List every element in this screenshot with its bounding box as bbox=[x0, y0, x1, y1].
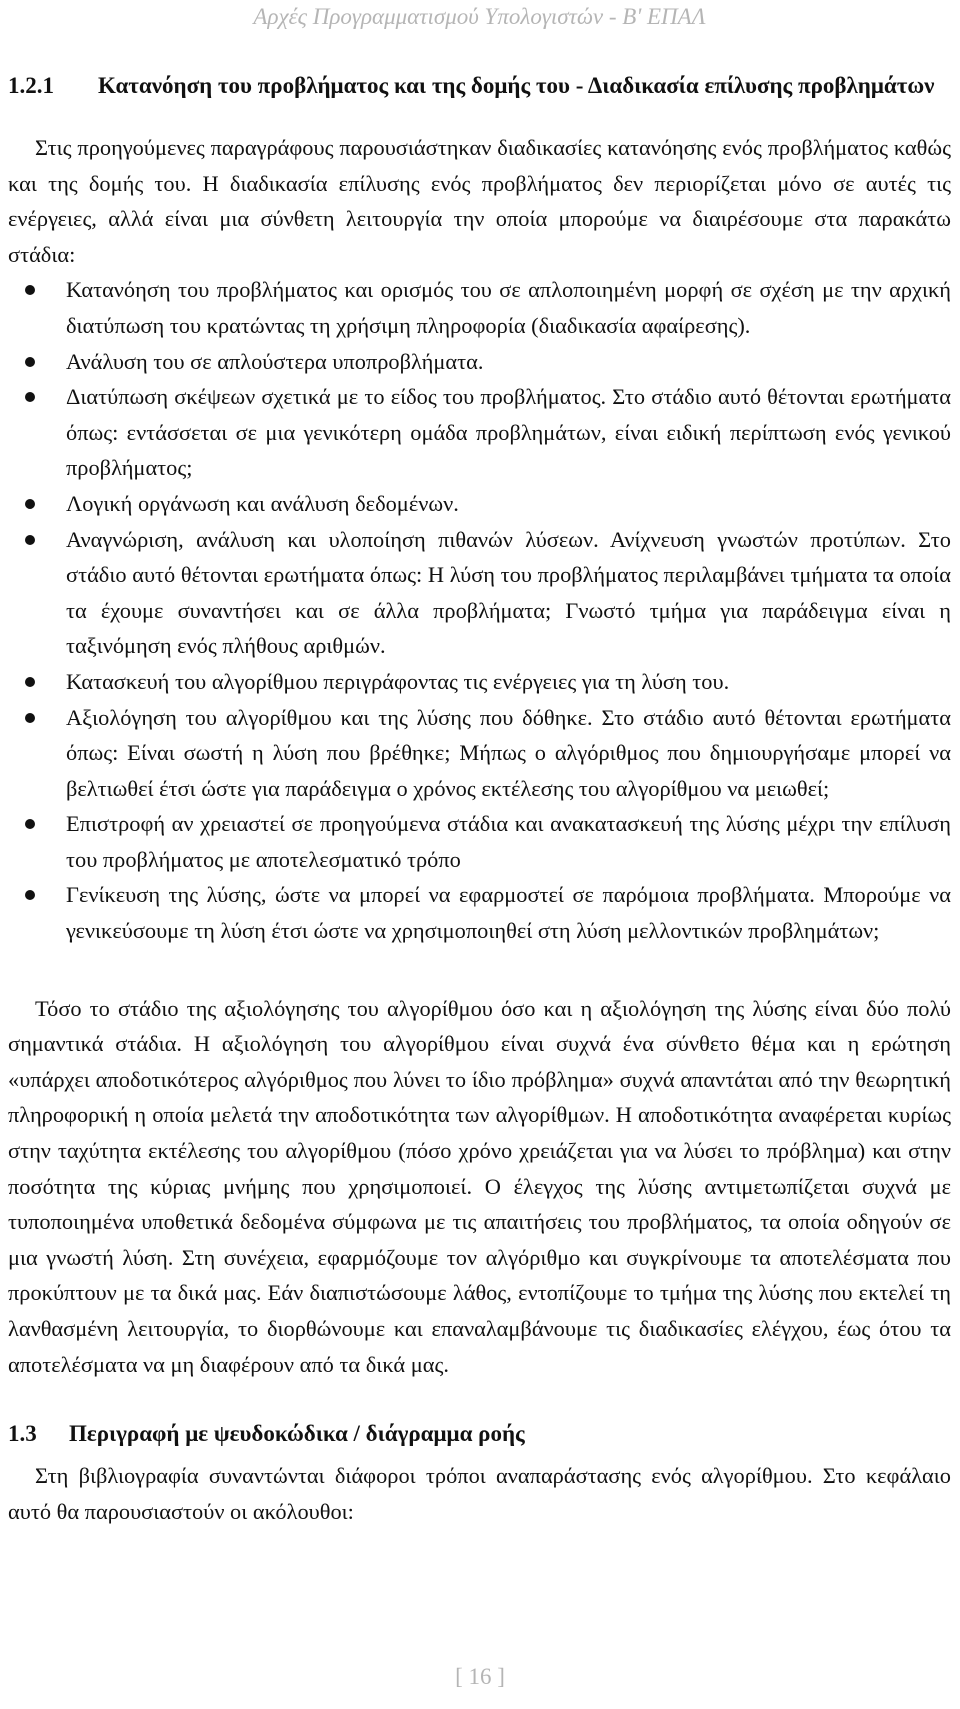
list-item bbox=[8, 664, 951, 700]
bullet-icon bbox=[25, 535, 35, 545]
bullet-icon bbox=[25, 677, 35, 687]
bullet-icon bbox=[25, 357, 35, 367]
bullet-icon bbox=[25, 499, 35, 509]
bullet-icon bbox=[25, 392, 35, 402]
list-item bbox=[8, 272, 951, 343]
section-title: Περιγραφή με ψευδοκώδικα / διάγραμμα ροής bbox=[69, 1421, 525, 1447]
bullet-icon bbox=[25, 819, 35, 829]
intro-paragraph: Στις προηγούμενες παραγράφους παρουσιάστηκαν διαδικασίες κατανόησης ενός προβλήματος καθώς και της δομής του. Η διαδικασία επίλυσης ενός προβλήματος δεν περιορίζεται μόνο σε αυτές τις ενέργειες, αλλά είναι μια σύνθετη λειτουργία την οποία μπορούμε να διαιρέσουμε στα παρακάτω στάδια: bbox=[8, 135, 951, 267]
section-1-3-intro: Στη βιβλιογραφία συναντώνται διάφοροι τρόποι αναπαράστασης ενός αλγορίθμου. Στο κεφάλαιο αυτό θα παρουσιαστούν οι ακόλουθοι: bbox=[8, 1463, 951, 1524]
spacer bbox=[8, 1382, 951, 1416]
spacer bbox=[8, 949, 951, 991]
list-item-text: Γενίκευση της λύσης, ώστε να μπορεί να εφαρμοστεί σε παρόμοια προβλήματα. Μπορούμε να γενικεύσουμε τη λύση έτσι ώστε να χρησιμοποιηθεί στη λύση μελλοντικών προβλημάτων; bbox=[66, 882, 951, 944]
bullet-icon bbox=[25, 890, 35, 900]
section-heading-1-3 bbox=[8, 1416, 951, 1452]
list-item-text: Κατανόηση του προβλήματος και ορισμός του σε απλοποιημένη μορφή σε σχέση με την αρχική διατύπωση του κρατώντας τη χρήσιμη πληροφορία (διαδικασία αφαίρεσης). bbox=[66, 277, 951, 338]
list-item-text: Κατασκευή του αλγορίθμου περιγράφοντας τις ενέργειες για τη λύση του. bbox=[66, 668, 730, 694]
list-item-text: Αναγνώριση, ανάλυση και υλοποίηση πιθανών λύσεων. Ανίχνευση γνωστών προτύπων. Στο στάδιο αυτό θέτονται ερωτήματα όπως: Η λύση του προβλήματος περιλαμβάνει τμήματα τα οποία τα έχουμε συναντήσει και σε άλλα προβλήματα; Γνωστό τμήμα για παράδειγμα είναι η ταξινόμηση ενός πλήθους αριθμών. bbox=[66, 526, 951, 659]
bullet-icon bbox=[25, 713, 35, 723]
running-header: Αρχές Προγραμματισμού Υπολογιστών - Β' ΕΠΑΛ bbox=[253, 4, 706, 29]
section-number: 1.2.1 bbox=[8, 73, 54, 98]
stages-list bbox=[8, 272, 951, 948]
list-item-text: Ανάλυση του σε απλούστερα υποπροβλήματα. bbox=[66, 348, 484, 374]
list-item-text: Λογική οργάνωση και ανάλυση δεδομένων. bbox=[66, 490, 459, 516]
section-heading-1-2-1 bbox=[8, 68, 951, 104]
list-item bbox=[8, 700, 951, 807]
list-item bbox=[8, 522, 951, 664]
bullet-icon bbox=[25, 285, 35, 295]
page-number: [ 16 ] bbox=[455, 1664, 505, 1689]
list-item-text: Επιστροφή αν χρειαστεί σε προηγούμενα στάδια και ανακατασκευή της λύσης μέχρι την επίλυση του προβλήματος με αποτελεσματικό τρόπο bbox=[66, 811, 951, 872]
list-item-text: Αξιολόγηση του αλγορίθμου και της λύσης που δόθηκε. Στο στάδιο αυτό θέτονται ερωτήματα όπως: Είναι σωστή η λύση που βρέθηκε; Μήπως ο αλγόριθμος που δημιουργήσαμε μπορεί να βελτιωθεί έτσι ώστε για παράδειγμα ο χρόνος εκτέλεσης του αλγορίθμου να μειωθεί; bbox=[66, 704, 951, 801]
list-item bbox=[8, 486, 951, 522]
list-item bbox=[8, 877, 951, 948]
section-number: 1.3 bbox=[8, 1421, 37, 1447]
list-item bbox=[8, 344, 951, 380]
evaluation-paragraph: Τόσο το στάδιο της αξιολόγησης του αλγορίθμου όσο και η αξιολόγηση της λύσης είναι δύο πολύ σημαντικά στάδια. Η αξιολόγηση του αλγορίθμου είναι συχνά ένα σύνθετο θέμα και η ερώτηση «υπάρχει αποδοτικότερος αλγόριθμος που λύνει το ίδιο πρόβλημα» συχνά απαντάται από την θεωρητική πληροφορική η οποία μελετά την αποδοτικότητα των αλγορίθμων. Η αποδοτικότητα αναφέρεται κυρίως στην ταχύτητα εκτέλεσης του αλγορίθμου (πόσο χρόνο χρειάζεται για να λύσει το πρόβλημα) και στην ποσότητα της κύριας μνήμης που χρησιμοποιεί. Ο έλεγχος της λύσης αντιμετωπίζεται συχνά με τυποποιημένα υποθετικά δεδομένα σύμφωνα με τις απαιτήσεις του προβλήματος, τα οποία οδηγούν σε μια γνωστή λύση. Στη συνέχεια, εφαρμόζουμε τον αλγόριθμο και συγκρίνουμε τα αποτελέσματα που προκύπτουν με τα δικά μας. Εάν διαπιστώσουμε λάθος, εντοπίζουμε το τμήμα της λύσης που εκτελεί τη λανθασμένη λειτουργία, το διορθώνουμε και επαναλαμβάνουμε τις διαδικασίες ελέγχου, έως ότου τα αποτελέσματα να μη διαφέρουν από τα δικά μας. bbox=[8, 995, 951, 1377]
list-item bbox=[8, 806, 951, 877]
list-item bbox=[8, 379, 951, 486]
list-item-text: Διατύπωση σκέψεων σχετικά με το είδος του προβλήματος. Στο στάδιο αυτό θέτονται ερωτήματα όπως: εντάσσεται σε μια γενικότερη ομάδα προβλημάτων, είναι ειδική περίπτωση ενός γενικού προβλήματος; bbox=[66, 384, 951, 481]
section-title: Κατανόηση του προβλήματος και της δομής του - Διαδικασία επίλυσης προβλημάτων bbox=[98, 73, 935, 98]
